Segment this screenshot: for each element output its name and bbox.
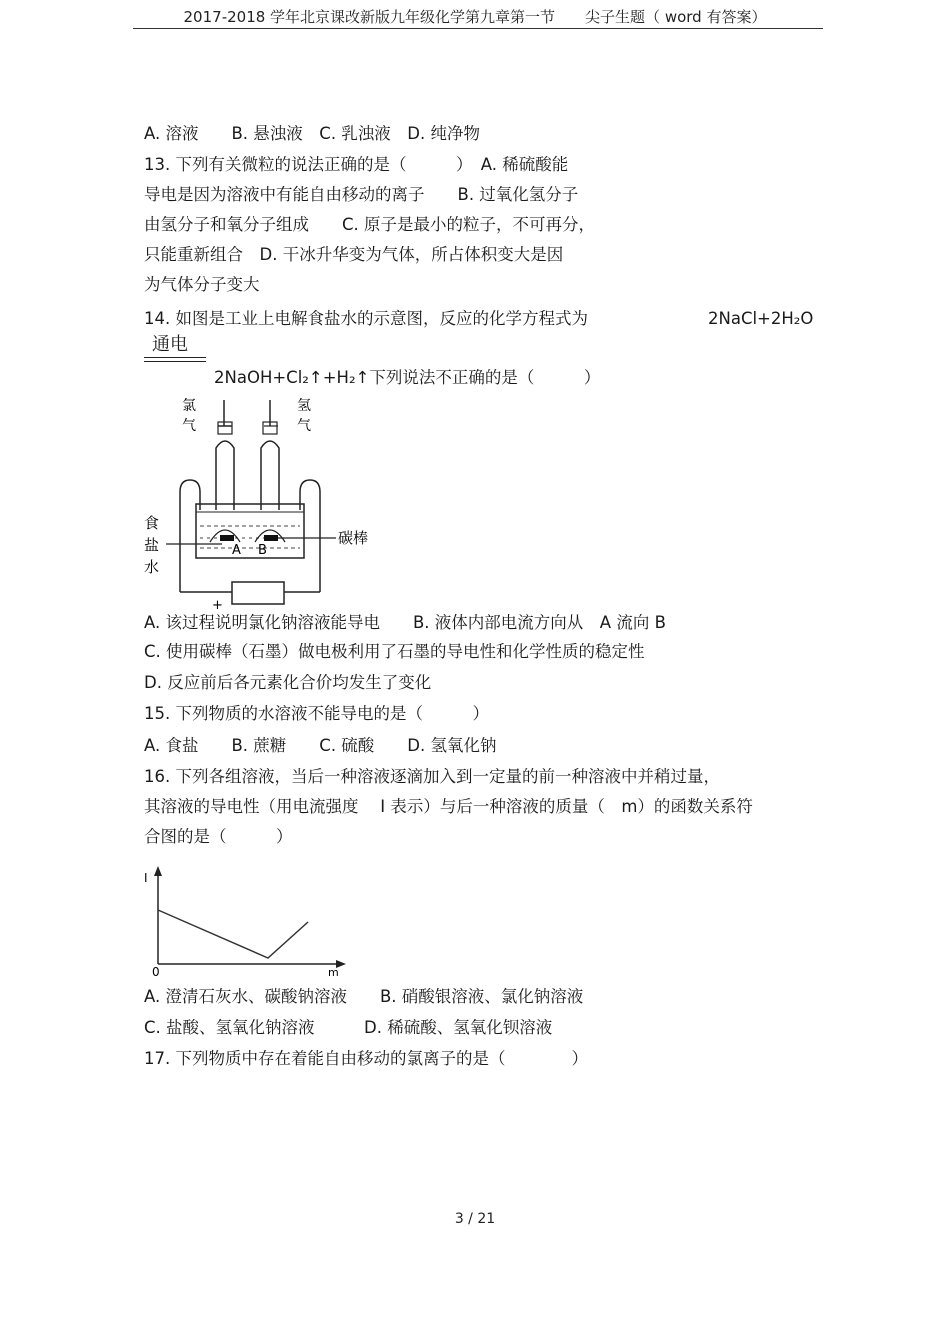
- q16-option-a-b: A. 澄清石灰水、碳酸钠溶液 B. 硝酸银溶液、氯化钠溶液: [144, 987, 584, 1006]
- q12-options: A. 溶液 B. 悬浊液 C. 乳浊液 D. 纯净物: [144, 124, 481, 143]
- q14-condition: 通电: [152, 334, 188, 355]
- y-axis-label: I: [144, 871, 148, 885]
- carbon-rod-label: 碳棒: [338, 529, 369, 547]
- chlorine-label-top: 氯: [182, 398, 196, 414]
- q14-option-a-b: A. 该过程说明氯化钠溶液能导电 B. 液体内部电流方向从 A 流向 B: [144, 613, 666, 632]
- q13-line5: 为气体分子变大: [144, 275, 260, 294]
- electrode-b-label: B: [258, 543, 267, 558]
- q14-line2: 2NaOH+Cl₂↑+H₂↑下列说法不正确的是（ ）: [214, 368, 601, 387]
- conductivity-graph: [140, 864, 350, 979]
- q14-option-c: C. 使用碳棒（石墨）做电极利用了石墨的导电性和化学性质的稳定性: [144, 642, 645, 661]
- current-curve: [158, 910, 308, 958]
- q14-reactants: 2NaCl+2H₂O: [708, 309, 814, 328]
- x-axis-label: m: [328, 966, 339, 979]
- q15-question: 15. 下列物质的水溶液不能导电的是（ ）: [144, 704, 489, 723]
- brine-label-1: 食: [144, 514, 160, 532]
- q16-line1: 16. 下列各组溶液，当后一种溶液逐滴加入到一定量的前一种溶液中并稍过量，: [144, 767, 720, 786]
- chlorine-label-bottom: 气: [182, 418, 196, 434]
- electrolysis-diagram: [140, 392, 380, 612]
- reaction-arrow-line-top: [144, 357, 206, 358]
- q14-option-d: D. 反应前后各元素化合价均发生了变化: [144, 673, 432, 692]
- page-number: 3 / 21: [454, 1211, 496, 1227]
- brine-label-3: 水: [144, 558, 160, 576]
- hydrogen-label-bottom: 气: [297, 418, 311, 434]
- q17-question: 17. 下列物质中存在着能自由移动的氯离子的是（ ）: [144, 1049, 588, 1068]
- origin-label: 0: [152, 965, 160, 979]
- electrode-a-label: A: [232, 543, 241, 558]
- q13-line4: 只能重新组合 D. 干冰升华变为气体，所占体积变大是因: [144, 245, 564, 264]
- q13-line3: 由氢分子和氧分子组成 C. 原子是最小的粒子，不可再分，: [144, 215, 596, 234]
- q16-line3: 合图的是（ ）: [144, 827, 293, 846]
- q13-line1: 13. 下列有关微粒的说法正确的是（ ） A. 稀硫酸能: [144, 155, 569, 174]
- positive-terminal-sign: +: [212, 598, 223, 612]
- hydrogen-label-top: 氢: [297, 398, 311, 414]
- page-header: 2017-2018 学年北京课改新版九年级化学第九章第一节 尖子生题（ word 有答案）: [183, 8, 767, 26]
- q13-line2: 导电是因为溶液中有能自由移动的离子 B. 过氧化氢分子: [144, 185, 579, 204]
- header-divider: [133, 28, 823, 29]
- q15-options: A. 食盐 B. 蔗糖 C. 硫酸 D. 氢氧化钠: [144, 736, 497, 755]
- reaction-arrow-line-bottom: [144, 361, 206, 362]
- q16-option-c-d: C. 盐酸、氢氧化钠溶液 D. 稀硫酸、氢氧化钡溶液: [144, 1018, 553, 1037]
- q14-line1: 14. 如图是工业上电解食盐水的示意图，反应的化学方程式为: [144, 309, 588, 328]
- brine-label-2: 盐: [144, 536, 160, 554]
- q16-line2: 其溶液的导电性（用电流强度 I 表示）与后一种溶液的质量（ m）的函数关系符: [144, 797, 753, 816]
- y-axis-arrow: [154, 866, 162, 876]
